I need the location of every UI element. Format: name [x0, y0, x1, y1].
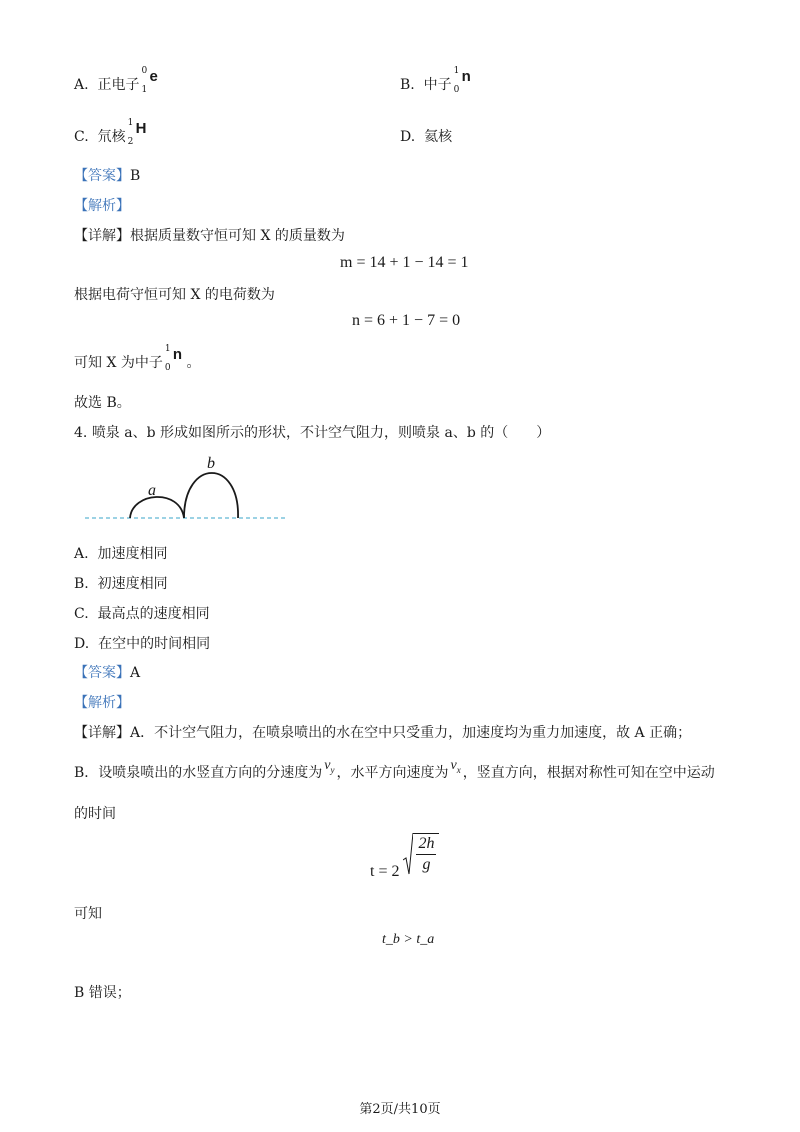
nuclide-deuteron: 1 2 H: [127, 118, 147, 147]
nuclide-positron: 0 1 e: [141, 66, 158, 95]
page-footer: 第2页/共10页: [359, 1102, 441, 1117]
option-a: A. 正电子 0 1 e: [74, 66, 158, 95]
q3-detail-line3: 可知 X 为中子 1 0 n 。: [74, 344, 201, 373]
q4-option-d: D. 在空中的时间相同: [74, 636, 211, 652]
q4-time-equation: t = 2 $\frac{2h}{g}$: [370, 832, 439, 881]
q4-know: 可知: [74, 906, 102, 922]
option-d: D. 氦核: [400, 129, 453, 145]
q3-answer: 【答案】B: [74, 168, 141, 184]
nuclide-neutron: 1 0 n: [453, 66, 471, 95]
q3-equation-charge: n = 6 + 1 − 7 = 0: [352, 312, 461, 329]
q4-detail-b-line2: 的时间: [74, 806, 116, 822]
q4-analysis-tag: 【解析】: [74, 695, 130, 711]
q4-stem: 4. 喷泉 a、b 形成如图所示的形状，不计空气阻力，则喷泉 a、b 的（ ）: [74, 425, 551, 441]
q4-compare-equation: t_b > t_a: [382, 932, 435, 947]
option-c: C. 氘核 1 2 H: [74, 118, 147, 147]
q3-detail-line2: 根据电荷守恒可知 X 的电荷数为: [74, 287, 275, 303]
fountain-b-arc: [184, 473, 238, 518]
q4-option-c: C. 最高点的速度相同: [74, 606, 210, 622]
fountain-a-arc: [130, 497, 184, 518]
nuclide-neutron-inline: 1 0 n: [164, 344, 183, 373]
symbol-vx: $v_x$: [450, 758, 461, 775]
q3-analysis-tag: 【解析】: [74, 198, 130, 214]
q3-conclusion: 故选 B。: [74, 395, 131, 411]
q4-b-wrong: B 错误；: [74, 985, 131, 1001]
q4-option-a: A. 加速度相同: [74, 546, 168, 562]
fountain-figure: [80, 448, 290, 528]
q4-option-b: B. 初速度相同: [74, 576, 168, 592]
label-a: a: [148, 482, 156, 499]
option-b: B. 中子 1 0 n: [400, 66, 471, 95]
label-b: b: [207, 455, 215, 472]
q3-detail-line1: 【详解】根据质量数守恒可知 X 的质量数为: [74, 228, 345, 244]
sqrt-expression: $\frac{2h}{g}$: [403, 832, 439, 876]
q4-detail-a: 【详解】A．不计空气阻力，在喷泉喷出的水在空中只受重力，加速度均为重力加速度，故 A 正确；: [74, 725, 692, 741]
q4-answer: 【答案】A: [74, 665, 141, 681]
q4-detail-b-line1: B．设喷泉喷出的水竖直方向的分速度为 $v_y$ ，水平方向速度为 $v_x$ ，竖直方向，根据对称性可知在空中运动: [74, 758, 715, 781]
radical-sign: [403, 832, 413, 876]
q3-equation-mass: m = 14 + 1 − 14 = 1: [340, 254, 469, 271]
symbol-vy: $v_y$: [324, 758, 335, 775]
